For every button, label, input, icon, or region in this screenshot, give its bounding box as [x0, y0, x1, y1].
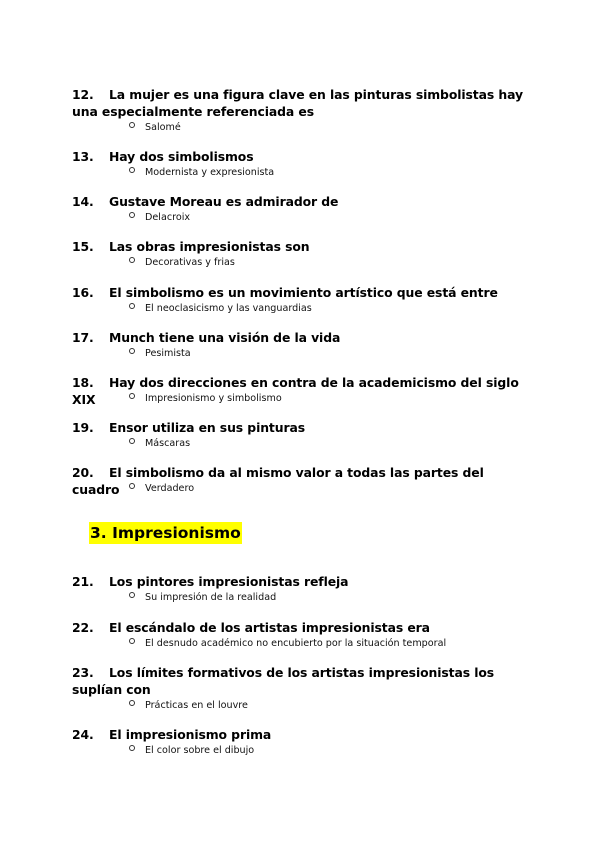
answer-17: [129, 347, 191, 360]
answer-text: Pesimista: [145, 348, 191, 359]
answer-13: [129, 166, 274, 179]
question-13: [72, 148, 532, 165]
answer-text: Su impresión de la realidad: [145, 592, 277, 603]
question-14: [72, 193, 532, 210]
answer-21: [129, 591, 276, 604]
circle-bullet-icon: [129, 700, 135, 706]
answer-text: Modernista y expresionista: [145, 167, 275, 178]
question-number: 17.: [72, 330, 94, 345]
circle-bullet-icon: [129, 303, 135, 309]
question-number: 14.: [72, 194, 94, 209]
answer-24: [129, 744, 254, 757]
question-text: El impresionismo prima: [109, 727, 272, 742]
question-number: 24.: [72, 727, 94, 742]
answer-18: [129, 392, 282, 405]
question-12: [72, 86, 532, 120]
question-text: Hay dos direcciones en contra de la academicismo del siglo XIX: [72, 375, 519, 407]
circle-bullet-icon: [129, 257, 135, 263]
answer-text: Verdadero: [145, 483, 195, 494]
circle-bullet-icon: [129, 393, 135, 399]
question-number: 15.: [72, 239, 94, 254]
answer-text: El desnudo académico no encubierto por la situación temporal: [145, 638, 447, 649]
circle-bullet-icon: [129, 348, 135, 354]
answer-text: El color sobre el dibujo: [145, 745, 255, 756]
answer-text: Impresionismo y simbolismo: [145, 393, 282, 404]
question-number: 12.: [72, 87, 94, 102]
question-text: Gustave Moreau es admirador de: [109, 194, 339, 209]
circle-bullet-icon: [129, 167, 135, 173]
circle-bullet-icon: [129, 212, 135, 218]
answer-23: [129, 699, 248, 712]
section-heading: 3. Impresionismo: [90, 524, 241, 542]
answer-text: Prácticas en el louvre: [145, 700, 248, 711]
question-number: 23.: [72, 665, 94, 680]
question-text: Ensor utiliza en sus pinturas: [109, 420, 306, 435]
circle-bullet-icon: [129, 122, 135, 128]
question-text: El escándalo de los artistas impresionistas era: [109, 620, 430, 635]
question-number: 19.: [72, 420, 94, 435]
question-text: La mujer es una figura clave en las pinturas simbolistas hay una especialmente referenciada es: [72, 87, 523, 119]
answer-15: [129, 256, 235, 269]
question-24: [72, 726, 532, 743]
question-16: [72, 284, 532, 301]
circle-bullet-icon: [129, 745, 135, 751]
question-number: 13.: [72, 149, 94, 164]
question-text: Los pintores impresionistas refleja: [109, 574, 349, 589]
question-text: Hay dos simbolismos: [109, 149, 254, 164]
answer-text: Decorativas y frias: [145, 257, 235, 268]
question-text: Los límites formativos de los artistas impresionistas los suplían con: [72, 665, 495, 697]
circle-bullet-icon: [129, 638, 135, 644]
question-text: El simbolismo es un movimiento artístico que está entre: [109, 285, 498, 300]
question-19: [72, 419, 532, 436]
question-number: 20.: [72, 465, 94, 480]
answer-20: [129, 482, 194, 495]
question-15: [72, 238, 532, 255]
question-text: Munch tiene una visión de la vida: [109, 330, 341, 345]
question-number: 21.: [72, 574, 94, 589]
answer-text: Salomé: [145, 122, 181, 133]
question-17: [72, 329, 532, 346]
circle-bullet-icon: [129, 483, 135, 489]
question-number: 16.: [72, 285, 94, 300]
question-text: Las obras impresionistas son: [109, 239, 310, 254]
question-text: El simbolismo da al mismo valor a todas las partes del cuadro: [72, 465, 484, 497]
answer-22: [129, 637, 446, 650]
circle-bullet-icon: [129, 438, 135, 444]
answer-14: [129, 211, 190, 224]
question-number: 18.: [72, 375, 94, 390]
answer-text: El neoclasicismo y las vanguardias: [145, 303, 312, 314]
answer-19: [129, 437, 190, 450]
circle-bullet-icon: [129, 592, 135, 598]
answer-12: [129, 121, 181, 134]
answer-text: Máscaras: [145, 438, 191, 449]
answer-16: [129, 302, 312, 315]
question-21: [72, 573, 532, 590]
question-23: [72, 664, 532, 698]
question-number: 22.: [72, 620, 94, 635]
question-22: [72, 619, 532, 636]
answer-text: Delacroix: [145, 212, 191, 223]
